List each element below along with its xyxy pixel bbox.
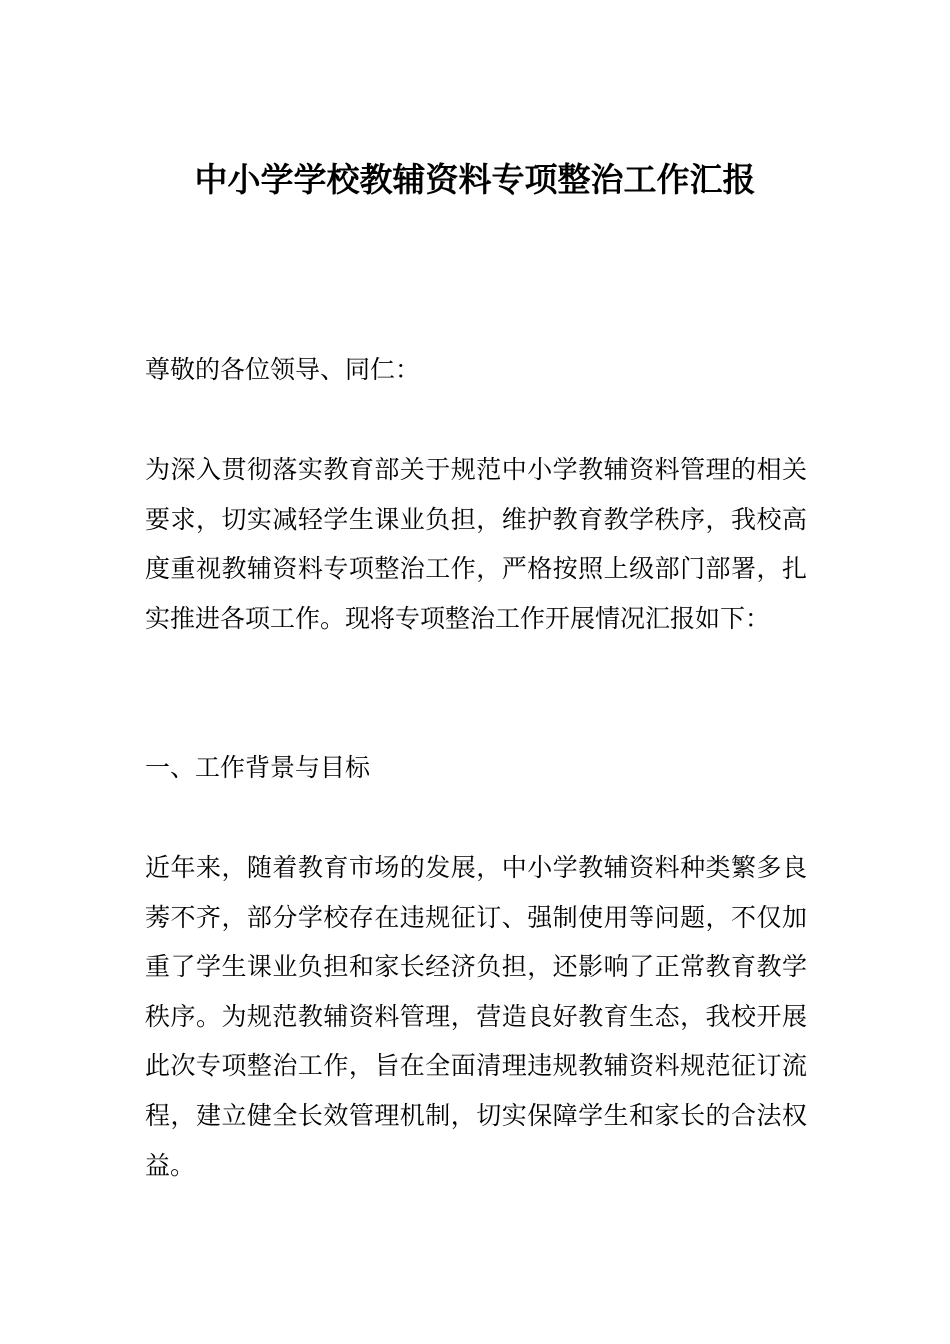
- section-paragraph: 近年来，随着教育市场的发展，中小学教辅资料种类繁多良莠不齐，部分学校存在违规征订、强制使用等问题，不仅加重了学生课业负担和家长经济负担，还影响了正常教育教学秩序。为规范教辅资料管理，营造良好教育生态，我校开展此次专项整治工作，旨在全面清理违规教辅资料规范征订流程，建立健全长效管理机制，切实保障学生和家长的合法权益。: [145, 853, 807, 1180]
- salutation-block: [145, 345, 807, 395]
- section-heading: 一、工作背景与目标: [145, 753, 371, 782]
- section-body-block: [145, 843, 807, 1190]
- salutation: 尊敬的各位领导、同仁：: [145, 355, 421, 384]
- intro-block: [145, 445, 807, 643]
- document-title: 中小学学校教辅资料专项整治工作汇报: [194, 160, 756, 199]
- section-heading-block: [145, 743, 807, 793]
- intro-paragraph: 为深入贯彻落实教育部关于规范中小学教辅资料管理的相关要求，切实减轻学生课业负担，维护教育教学秩序，我校高度重视教辅资料专项整治工作，严格按照上级部门部署，扎实推进各项工作。现将专项整治工作开展情况汇报如下：: [145, 455, 807, 633]
